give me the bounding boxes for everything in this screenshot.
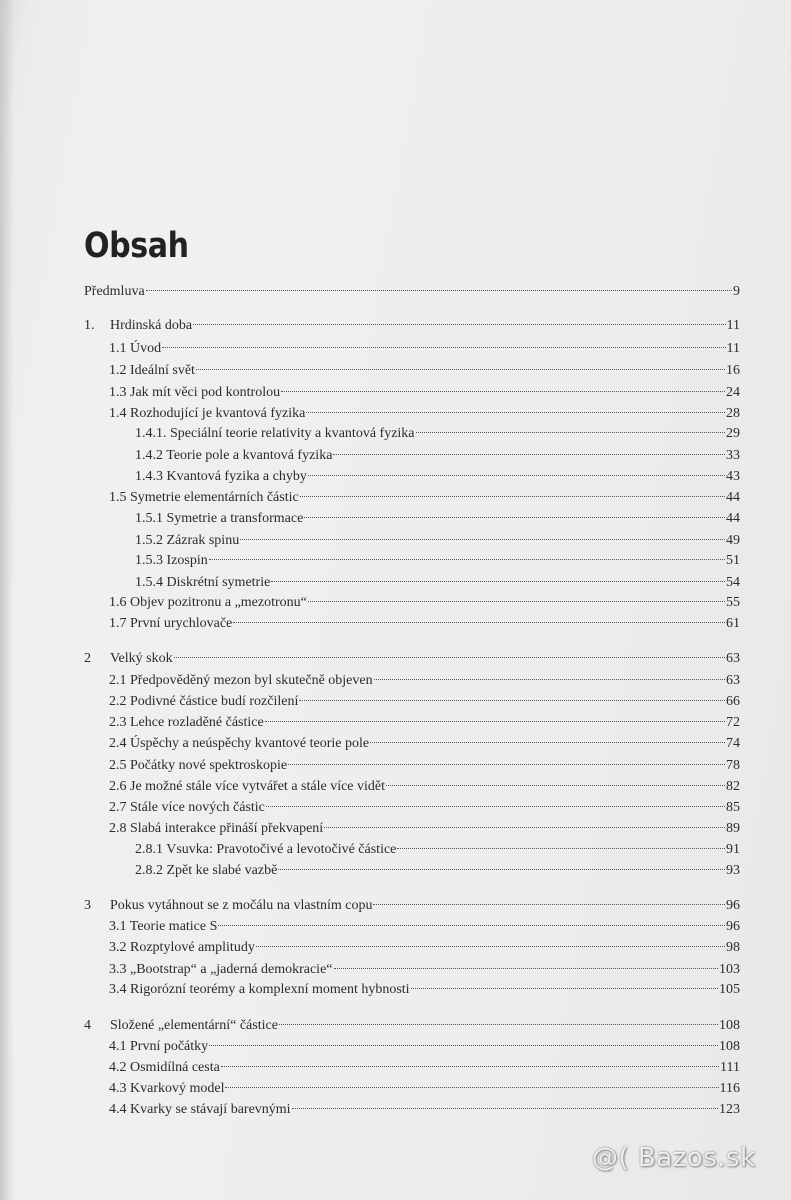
toc-entry	[84, 282, 740, 302]
dot-leader	[333, 453, 725, 455]
toc-page-number: 96	[726, 898, 740, 913]
toc-page-number: 91	[726, 842, 740, 857]
toc-entry	[109, 1037, 740, 1057]
toc-page-number: 29	[726, 426, 740, 441]
toc-page-number: 63	[726, 651, 740, 666]
toc-entry-title: 1.3 Jak mít věci pod kontrolou	[109, 385, 281, 400]
toc-entry	[135, 840, 740, 860]
toc-entry-title: 4.1 První počátky	[109, 1039, 209, 1054]
dot-leader	[416, 431, 725, 433]
toc-entry-title: Pokus vytáhnout se z močálu na vlastním copu	[110, 898, 373, 913]
toc-page-number: 54	[726, 575, 740, 590]
toc-entry	[135, 509, 740, 529]
toc-entry-title: 1.4.3 Kvantová fyzika a chyby	[135, 469, 307, 484]
toc-entry	[135, 531, 740, 551]
chapter-number: 1.	[84, 318, 95, 333]
toc-entry	[109, 593, 740, 613]
toc-entry	[109, 361, 740, 381]
toc-entry	[84, 896, 740, 916]
toc-entry-title: 2.2 Podivné částice budí rozčilení	[109, 694, 299, 709]
toc-page-number: 16	[726, 363, 740, 378]
toc-page-number: 98	[726, 940, 740, 955]
toc-entry	[109, 488, 740, 508]
dot-leader	[300, 495, 725, 497]
toc-entry-title: 3.2 Rozptylové amplitudy	[109, 940, 255, 955]
dot-leader	[278, 868, 725, 870]
toc-page-number: 93	[726, 863, 740, 878]
toc-entry	[135, 573, 740, 593]
dot-leader	[334, 967, 718, 969]
toc-entry	[135, 424, 740, 444]
toc-entry-title: Hrdinská doba	[110, 318, 193, 333]
page-title: Obsah	[84, 226, 189, 266]
dot-leader	[397, 847, 725, 849]
dot-leader	[271, 580, 725, 582]
dot-leader	[256, 945, 725, 947]
toc-page-number: 96	[726, 919, 740, 934]
toc-entry	[109, 819, 740, 839]
toc-page-number: 51	[726, 553, 740, 568]
toc-page-number: 105	[719, 982, 740, 997]
toc-entry	[109, 713, 740, 733]
toc-entry-title: 2.8.1 Vsuvka: Pravotočivé a levotočivé částice	[135, 842, 397, 857]
dot-leader	[218, 924, 725, 926]
dot-leader	[240, 538, 725, 540]
dot-leader	[304, 516, 725, 518]
dot-leader	[308, 474, 725, 476]
dot-leader	[146, 289, 732, 291]
toc-entry-title: 1.4 Rozhodující je kvantová fyzika	[109, 406, 306, 421]
toc-entry	[109, 339, 740, 359]
toc-entry-title: 1.1 Úvod	[109, 341, 162, 356]
toc-page-number: 44	[726, 511, 740, 526]
toc-page-number: 72	[726, 715, 740, 730]
toc-entry	[135, 446, 740, 466]
toc-page-number: 55	[726, 595, 740, 610]
dot-leader	[308, 600, 725, 602]
dot-leader	[299, 699, 725, 701]
dot-leader	[174, 656, 725, 658]
toc-page-number: 123	[719, 1102, 740, 1117]
toc-entry-title: 2.1 Předpověděný mezon byl skutečně objeven	[109, 673, 373, 688]
toc-entry	[109, 980, 740, 1000]
dot-leader	[288, 763, 725, 765]
toc-page-number: 108	[719, 1018, 740, 1033]
chapter-number: 2	[84, 651, 91, 666]
toc-entry-title: 2.6 Je možné stále více vytvářet a stále více vidět	[109, 779, 386, 794]
toc-entry	[84, 1016, 740, 1036]
chapter-number: 4	[84, 1018, 91, 1033]
dot-leader	[386, 784, 725, 786]
toc-entry-title: Velký skok	[110, 651, 173, 666]
toc-entry	[84, 316, 740, 336]
toc-entry	[109, 1079, 740, 1099]
toc-page-number: 103	[719, 962, 740, 977]
toc-entry-title: 4.2 Osmidílná cesta	[109, 1060, 220, 1075]
toc-page-number: 82	[726, 779, 740, 794]
dot-leader	[411, 987, 718, 989]
dot-leader	[162, 346, 725, 348]
toc-entry-title: 2.5 Počátky nové spektroskopie	[109, 758, 288, 773]
dot-leader	[373, 903, 725, 905]
toc-page-number: 61	[726, 616, 740, 631]
toc-entry	[109, 917, 740, 937]
toc-page-number: 85	[726, 800, 740, 815]
toc-entry	[109, 756, 740, 776]
toc-entry-title: Předmluva	[84, 284, 145, 299]
dot-leader	[209, 1044, 718, 1046]
toc-entry	[109, 960, 740, 980]
dot-leader	[221, 1065, 719, 1067]
toc-entry-title: 1.7 První urychlovače	[109, 616, 233, 631]
dot-leader	[279, 1023, 718, 1025]
toc-entry-title: 1.5.3 Izospin	[135, 553, 208, 568]
toc-page-number: 11	[726, 318, 740, 333]
toc-page-number: 111	[720, 1060, 740, 1075]
toc-entry-title: 2.4 Úspěchy a neúspěchy kvantové teorie pole	[109, 736, 370, 751]
dot-leader	[193, 323, 725, 325]
dot-leader	[324, 826, 725, 828]
toc-entry-title: 4.3 Kvarkový model	[109, 1081, 225, 1096]
dot-leader	[374, 678, 725, 680]
dot-leader	[196, 368, 725, 370]
toc-entry	[109, 1100, 740, 1120]
toc-entry-title: 2.8.2 Zpět ke slabé vazbě	[135, 863, 278, 878]
dot-leader	[225, 1086, 718, 1088]
dot-leader	[209, 558, 725, 560]
dot-leader	[292, 1107, 718, 1109]
toc-entry	[109, 383, 740, 403]
toc-entry-title: 2.3 Lehce rozladěné částice	[109, 715, 264, 730]
toc-entry	[109, 938, 740, 958]
toc-page-number: 78	[726, 758, 740, 773]
toc-entry-title: 3.3 „Bootstrap“ a „jaderná demokracie“	[109, 962, 333, 977]
toc-entry	[109, 798, 740, 818]
toc-entry	[109, 1058, 740, 1078]
toc-page-number: 89	[726, 821, 740, 836]
toc-page-number: 49	[726, 533, 740, 548]
toc-entry-title: 4.4 Kvarky se stávají barevnými	[109, 1102, 291, 1117]
watermark-logo: @( Bazos.sk	[592, 1143, 756, 1173]
dot-leader	[281, 390, 725, 392]
toc-entry-title: 1.5.4 Diskrétní symetrie	[135, 575, 271, 590]
toc-page-number: 108	[719, 1039, 740, 1054]
toc-entry	[109, 404, 740, 424]
dot-leader	[233, 621, 725, 623]
toc-entry-title: 1.6 Objev pozitronu a „mezotronu“	[109, 595, 307, 610]
toc-entry-title: 1.2 Ideální svět	[109, 363, 195, 378]
toc-entry	[84, 649, 740, 669]
dot-leader	[370, 741, 725, 743]
toc-entry	[135, 861, 740, 881]
toc-entry-title: 2.7 Stále více nových částic	[109, 800, 265, 815]
toc-page-number: 9	[733, 284, 740, 299]
toc-page-number: 66	[726, 694, 740, 709]
toc-entry-title: 1.5.2 Zázrak spinu	[135, 533, 240, 548]
toc-entry-title: 1.4.1. Speciální teorie relativity a kvantová fyzika	[135, 426, 415, 441]
chapter-number: 3	[84, 898, 91, 913]
dot-leader	[265, 720, 725, 722]
toc-entry	[135, 467, 740, 487]
toc-entry-title: 3.4 Rigorózní teorémy a komplexní moment hybnosti	[109, 982, 410, 997]
toc-entry-title: 1.5.1 Symetrie a transformace	[135, 511, 304, 526]
toc-entry-title: 3.1 Teorie matice S	[109, 919, 218, 934]
toc-page-number: 43	[726, 469, 740, 484]
toc-page-number: 116	[719, 1081, 740, 1096]
toc-page-number: 44	[726, 490, 740, 505]
toc-page-number: 24	[726, 385, 740, 400]
toc-page-number: 28	[726, 406, 740, 421]
toc-page-number: 63	[726, 673, 740, 688]
toc-entry-title: Složené „elementární“ částice	[110, 1018, 278, 1033]
toc-page-number: 74	[726, 736, 740, 751]
dot-leader	[266, 805, 725, 807]
toc-entry	[109, 777, 740, 797]
toc-entry-title: 1.5 Symetrie elementárních částic	[109, 490, 299, 505]
toc-entry-title: 1.4.2 Teorie pole a kvantová fyzika	[135, 448, 333, 463]
toc-entry	[109, 692, 740, 712]
toc-entry-title: 2.8 Slabá interakce přináší překvapení	[109, 821, 324, 836]
toc-entry	[109, 614, 740, 634]
toc-entry	[109, 671, 740, 691]
toc-entry	[135, 551, 740, 571]
toc-page-number: 33	[726, 448, 740, 463]
dot-leader	[306, 411, 725, 413]
toc-entry	[109, 734, 740, 754]
toc-page-number: 11	[726, 341, 740, 356]
